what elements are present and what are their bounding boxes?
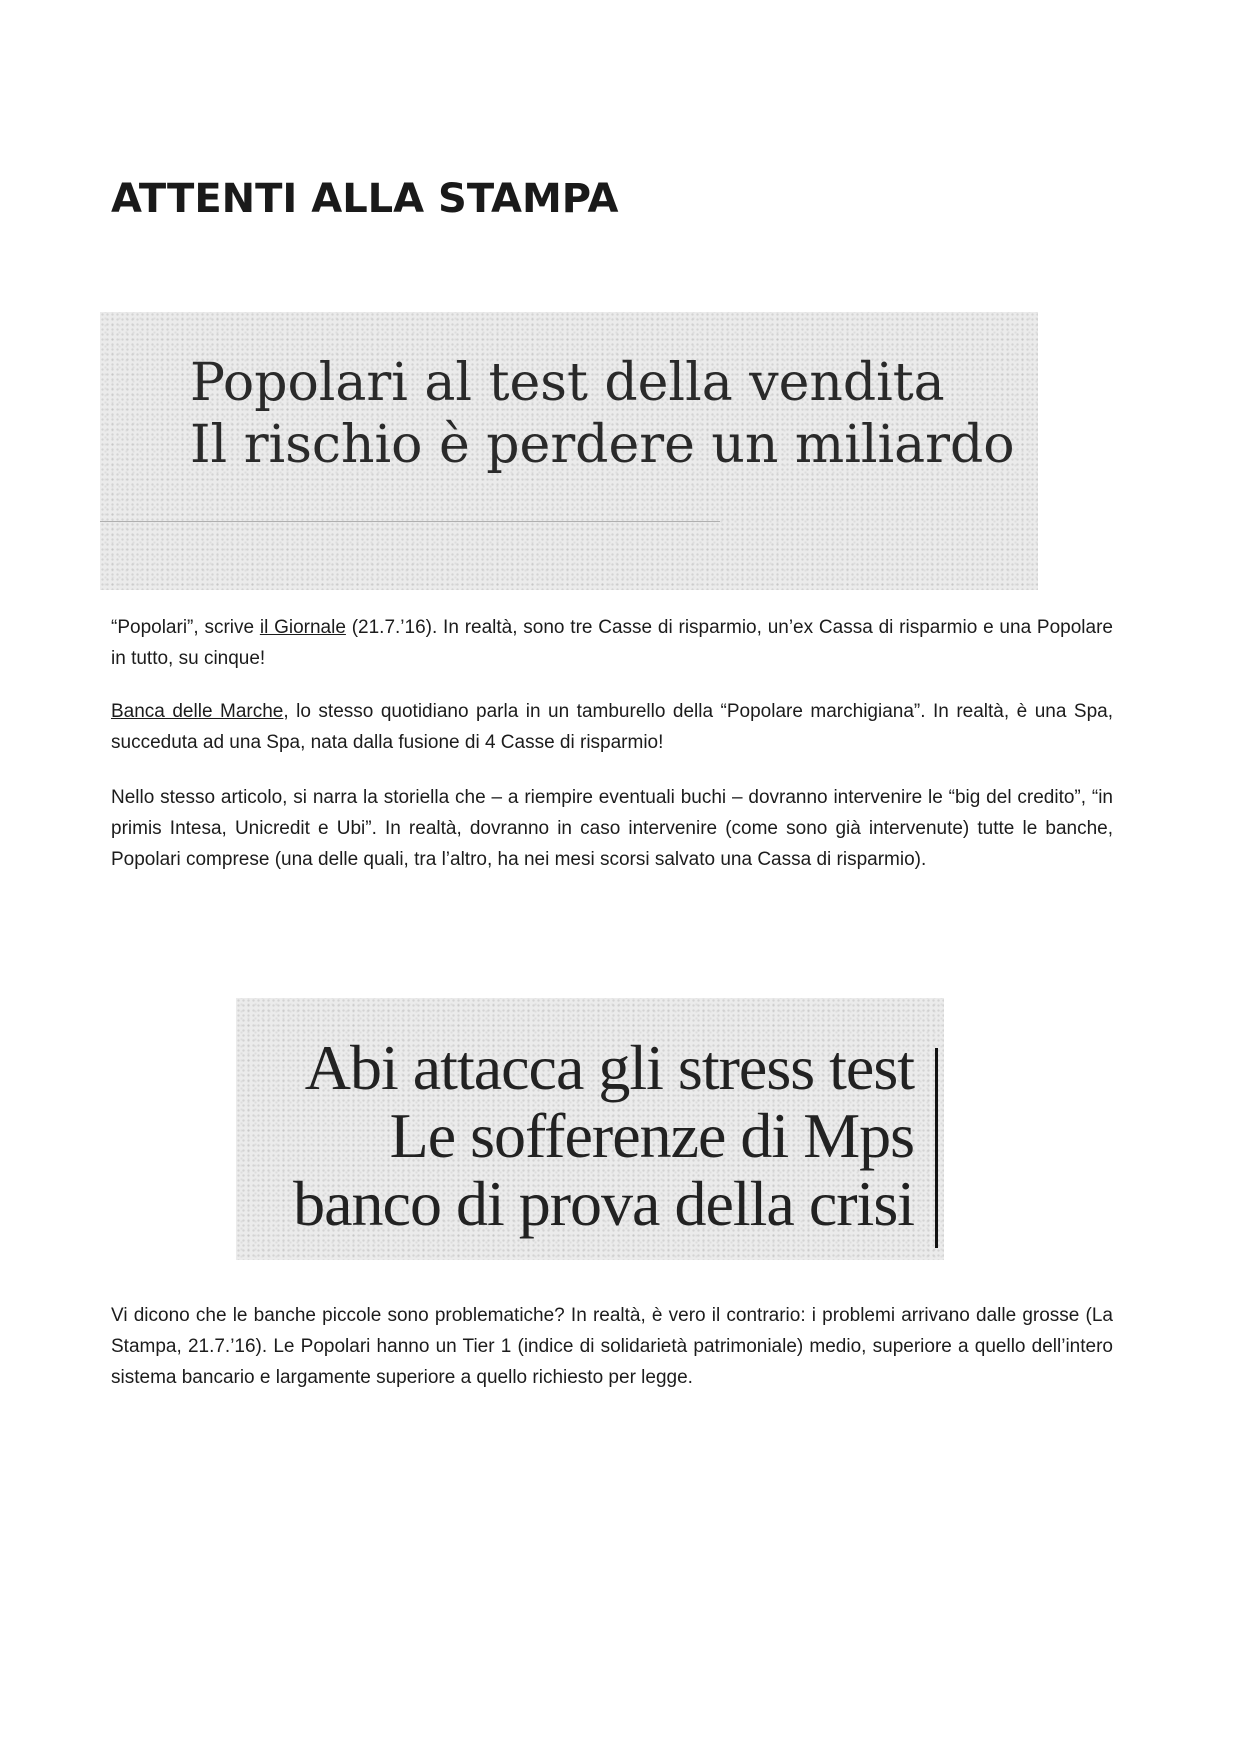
headline-line-1: Popolari al test della vendita <box>190 353 945 413</box>
headline-line-2: Le sofferenze di Mps <box>389 1100 914 1171</box>
newspaper-clipping-2 <box>236 998 944 1260</box>
newspaper-clipping-1 <box>100 312 1038 590</box>
clipping-headline <box>293 1034 914 1238</box>
paragraph-text: (21.7.’16). In realtà, sono tre Casse di risparmio, un’ex Cassa di risparmio e una Popolare in tutto, su cinque! <box>111 617 1113 669</box>
paragraph-text: , lo stesso quotidiano parla in un tamburello della “Popolare marchigiana”. In realtà, è una Spa, succeduta ad una Spa, nata dalla fusione di 4 Casse di risparmio! <box>111 701 1113 753</box>
page-title: ATTENTI ALLA STAMPA <box>111 176 619 222</box>
column-rule <box>935 1048 938 1248</box>
headline-line-2: Il rischio è perdere un miliardo <box>190 415 1015 475</box>
headline-line-3: banco di prova della crisi <box>293 1168 914 1239</box>
clipping-headline <box>190 352 1015 476</box>
paragraph-banche-piccole: Vi dicono che le banche piccole sono problematiche? In realtà, è vero il contrario: i problemi arrivano dalle grosse (La Stampa, 21.7.’16). Le Popolari hanno un Tier 1 (indice di solidarietà patrimoniale) medio, superiore a quello dell’intero sistema bancario e largamente superiore a quello richiesto per legge. <box>111 1305 1113 1388</box>
paragraph-popolari <box>111 612 1113 674</box>
clipping-divider <box>100 521 720 522</box>
paragraph-articolo: Nello stesso articolo, si narra la storiella che – a riempire eventuali buchi – dovranno intervenire le “big del credito”, “in primis Intesa, Unicredit e Ubi”. In realtà, dovranno in caso intervenire (come sono già intervenute) tutte le banche, Popolari comprese (una delle quali, tra l’altro, ha nei mesi scorsi salvato una Cassa di risparmio). <box>111 787 1113 870</box>
headline-line-1: Abi attacca gli stress test <box>304 1032 914 1103</box>
bank-name: Banca delle Marche <box>111 701 284 722</box>
newspaper-name: il Giornale <box>259 617 346 638</box>
paragraph-banca-marche <box>111 696 1113 758</box>
paragraph-text: “Popolari”, scrive <box>111 617 260 638</box>
